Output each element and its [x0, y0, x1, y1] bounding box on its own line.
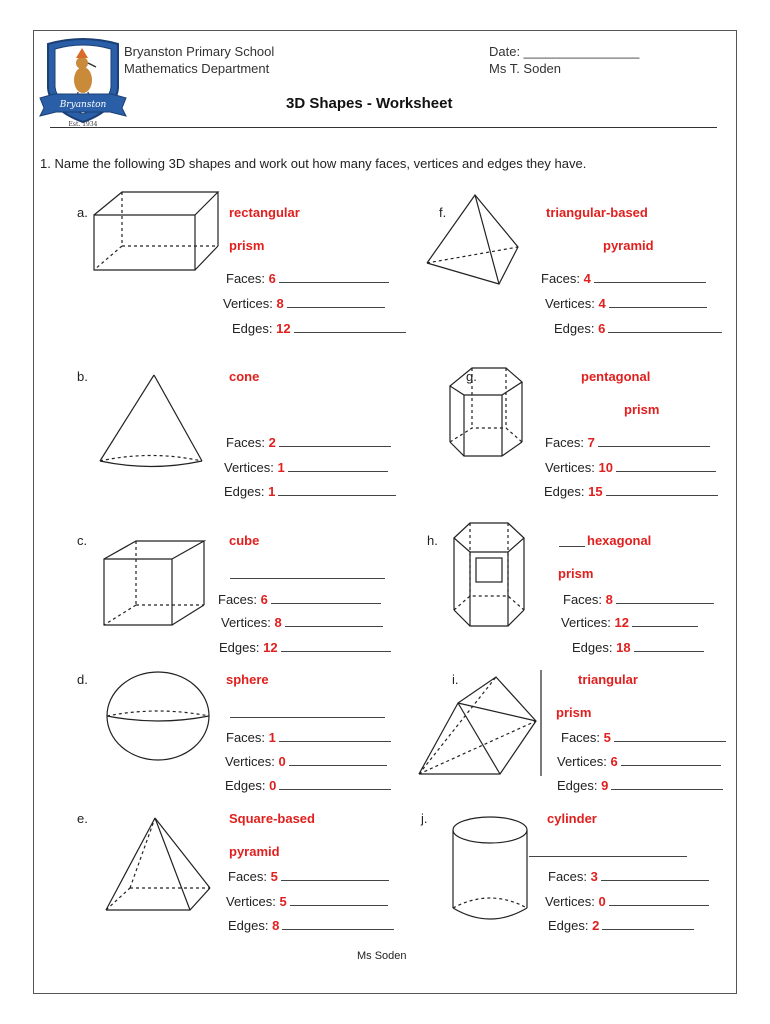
question-instruction: 1. Name the following 3D shapes and work out how many faces, vertices and edges they have. [40, 156, 587, 171]
faces-field-c[interactable]: Faces: 6 [218, 592, 381, 607]
shape-name-f: triangular-based [546, 205, 648, 220]
header-divider [50, 127, 717, 128]
shape-name-h: hexagonal [587, 533, 652, 548]
teacher-name: Ms T. Soden [489, 61, 562, 76]
school-name: Bryanston Primary School [124, 44, 275, 59]
vertices-field-a[interactable]: Vertices: 8 [223, 296, 385, 311]
vertices-field-j[interactable]: Vertices: 0 [545, 894, 709, 909]
item-letter-e: e. [77, 811, 88, 826]
vertices-field-b[interactable]: Vertices: 1 [224, 460, 388, 475]
item-letter-h: h. [427, 533, 438, 548]
triangular-prism-drawing [416, 666, 546, 778]
edges-field-d[interactable]: Edges: 0 [225, 778, 391, 793]
faces-field-d[interactable]: Faces: 1 [226, 730, 391, 745]
vertices-field-h[interactable]: Vertices: 12 [561, 615, 698, 630]
date-field[interactable]: Date: ________________ [489, 44, 640, 59]
item-letter-g: g. [466, 369, 477, 384]
vertices-field-i[interactable]: Vertices: 6 [557, 754, 721, 769]
shape-name-e: Square-based [229, 811, 315, 826]
edges-field-e[interactable]: Edges: 8 [228, 918, 394, 933]
edges-field-i[interactable]: Edges: 9 [557, 778, 723, 793]
shape-name-d-blank[interactable] [230, 717, 385, 718]
faces-field-i[interactable]: Faces: 5 [561, 730, 726, 745]
shape-name-c-blank[interactable] [230, 578, 385, 579]
faces-field-e[interactable]: Faces: 5 [228, 869, 389, 884]
shape-name-a-line2: prism [229, 238, 265, 253]
shape-name-g: pentagonal [581, 369, 651, 384]
vertices-field-g[interactable]: Vertices: 10 [545, 460, 716, 475]
page-title: 3D Shapes - Worksheet [286, 95, 453, 112]
item-letter-a: a. [77, 205, 88, 220]
cube-drawing [100, 537, 212, 627]
faces-field-j[interactable]: Faces: 3 [548, 869, 709, 884]
square-pyramid-drawing [102, 814, 214, 914]
item-letter-b: b. [77, 369, 88, 384]
rectangular-prism-drawing [90, 188, 220, 274]
cylinder-drawing [450, 814, 532, 926]
faces-field-g[interactable]: Faces: 7 [545, 435, 710, 450]
crest-name-text: Bryanston [59, 100, 107, 110]
item-letter-i: i. [452, 672, 459, 687]
shape-name-i-line2: prism [556, 705, 592, 720]
vertices-field-f[interactable]: Vertices: 4 [545, 296, 707, 311]
department-name: Mathematics Department [124, 61, 270, 76]
faces-field-f[interactable]: Faces: 4 [541, 271, 706, 286]
vertices-field-c[interactable]: Vertices: 8 [221, 615, 383, 630]
triangular-pyramid-drawing [424, 192, 522, 288]
shape-name-f-line2: pyramid [603, 238, 654, 253]
shape-name-h-line2: prism [558, 566, 594, 581]
edges-field-a[interactable]: Edges: 12 [232, 321, 406, 336]
edges-field-h[interactable]: Edges: 18 [572, 640, 704, 655]
vertices-field-d[interactable]: Vertices: 0 [225, 754, 387, 769]
footer-author: Ms Soden [357, 950, 407, 962]
shape-name-a: rectangular [229, 205, 300, 220]
item-letter-j: j. [421, 811, 428, 826]
shape-name-b: cone [229, 369, 260, 384]
edges-field-g[interactable]: Edges: 15 [544, 484, 718, 499]
shape-name-c: cube [229, 533, 260, 548]
shape-name-h-blank[interactable] [559, 546, 585, 547]
crest-est-text: Est. 1934 [68, 121, 98, 128]
sphere-drawing [104, 670, 212, 762]
school-crest-logo [38, 36, 128, 130]
edges-field-j[interactable]: Edges: 2 [548, 918, 694, 933]
shape-name-i: triangular [578, 672, 638, 687]
vertices-field-e[interactable]: Vertices: 5 [226, 894, 388, 909]
item-letter-c: c. [77, 533, 88, 548]
faces-field-b[interactable]: Faces: 2 [226, 435, 391, 450]
edges-field-c[interactable]: Edges: 12 [219, 640, 391, 655]
shape-name-j: cylinder [547, 811, 597, 826]
item-letter-f: f. [439, 205, 447, 220]
shape-name-e-line2: pyramid [229, 844, 280, 859]
shape-name-g-line2: prism [624, 402, 660, 417]
shape-name-j-blank[interactable] [529, 856, 687, 857]
pentagonal-prism-drawing [444, 362, 528, 460]
edges-field-f[interactable]: Edges: 6 [554, 321, 722, 336]
hexagonal-prism-drawing [450, 518, 528, 630]
faces-field-a[interactable]: Faces: 6 [226, 271, 389, 286]
item-letter-d: d. [77, 672, 88, 687]
cone-drawing [96, 372, 206, 472]
shape-name-d: sphere [226, 672, 269, 687]
faces-field-h[interactable]: Faces: 8 [563, 592, 714, 607]
edges-field-b[interactable]: Edges: 1 [224, 484, 396, 499]
